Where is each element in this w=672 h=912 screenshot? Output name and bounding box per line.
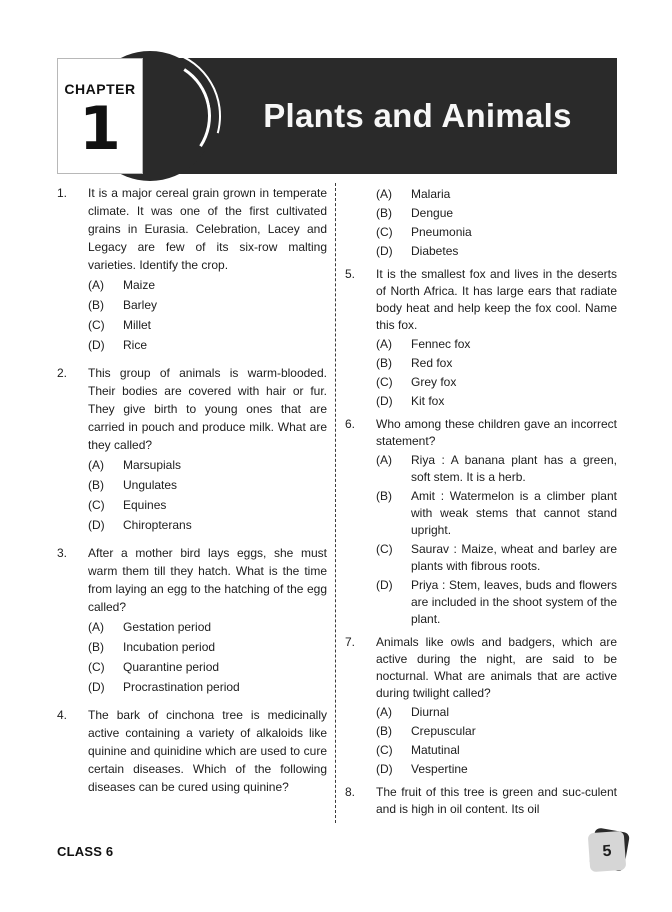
question-text: The bark of cinchona tree is medicinally active containing a variety of alkaloids like quinine and quinidine which are used to cure certain diseases. Which of the following diseases can be cured using quinine? (88, 708, 327, 794)
question-number: 3. (57, 546, 68, 560)
left-column (57, 184, 335, 808)
question-number: 2. (57, 366, 68, 380)
right-column (335, 184, 617, 826)
option-row (88, 618, 327, 636)
question-text: It is the smallest fox and lives in the deserts of North Africa. It has large ears that radiate body heat and help keep the fox cool. Name this fox. (376, 267, 617, 332)
question (57, 184, 327, 354)
option-row (88, 496, 327, 514)
option-letter: (D) (376, 394, 393, 408)
option-letter: (C) (376, 542, 393, 556)
option-row (376, 704, 617, 721)
column-divider (335, 183, 336, 823)
option-letter: (D) (88, 680, 105, 694)
class-label: CLASS 6 (57, 844, 114, 859)
question-area (57, 184, 617, 826)
chapter-number: 1 (79, 94, 121, 164)
question (345, 634, 617, 778)
question-body (88, 706, 327, 798)
option-row (376, 393, 617, 410)
option-letter: (A) (88, 278, 104, 292)
option-text: Pneumonia (411, 225, 472, 239)
option-letter: (C) (88, 318, 105, 332)
question-body (376, 184, 617, 260)
option-row (376, 336, 617, 353)
question-body (88, 544, 327, 696)
option-letter: (B) (376, 356, 392, 370)
option-row (376, 224, 617, 241)
option-row (376, 374, 617, 391)
question (57, 544, 327, 696)
page-number-badge (589, 829, 633, 875)
option-text: Vespertine (411, 762, 468, 776)
question (345, 416, 617, 628)
option-text: Equines (123, 498, 167, 512)
option-row (376, 205, 617, 222)
page-number: 5 (588, 831, 627, 872)
option-letter: (D) (88, 338, 105, 352)
option-letter: (D) (376, 578, 393, 592)
question-body (88, 364, 327, 534)
option-letter: (C) (88, 498, 105, 512)
option-text: Ungulates (123, 478, 178, 492)
option-text: Chiropterans (123, 518, 192, 532)
question-text: Animals like owls and badgers, which are active during the night, are said to be nocturnal. What are animals that are active during twilight called? (376, 635, 617, 700)
option-row (88, 638, 327, 656)
option-row (376, 577, 617, 628)
option-text: Maize (123, 278, 156, 292)
option-text: Incubation period (123, 640, 216, 654)
option-letter: (C) (376, 225, 393, 239)
option-text: Riya : A banana plant has a green, soft stem. It is a herb. (411, 453, 617, 484)
question-body (376, 266, 617, 410)
option-row (376, 186, 617, 203)
question-options-continued (345, 184, 617, 260)
question-number: 8. (345, 785, 356, 799)
option-text: Red fox (411, 356, 453, 370)
chapter-banner (57, 58, 617, 174)
option-text: Diabetes (411, 244, 459, 258)
question-text: It is a major cereal grain grown in temperate climate. It was one of the first cultivated grains in Eurasia. Celebration, Lacey and Legacy are few of its six-row malting varieties. Identify the crop. (88, 186, 327, 272)
option-text: Amit : Watermelon is a climber plant with weak stems that cannot stand upright. (411, 489, 617, 537)
option-row (376, 723, 617, 740)
option-row (88, 678, 327, 696)
option-letter: (C) (88, 660, 105, 674)
option-text: Dengue (411, 206, 454, 220)
option-row (376, 452, 617, 486)
option-row (376, 243, 617, 260)
option-letter: (B) (376, 206, 392, 220)
option-row (88, 456, 327, 474)
question-number (345, 184, 376, 260)
question-text: This group of animals is warm-blooded. Their bodies are covered with hair or fur. They give birth to young ones that are carried in pouch and produce milk. What are they called? (88, 366, 327, 452)
option-text: Kit fox (411, 394, 445, 408)
option-letter: (D) (376, 244, 393, 258)
option-text: Rice (123, 338, 148, 352)
option-text: Malaria (411, 187, 451, 201)
option-text: Marsupials (123, 458, 182, 472)
option-row (376, 742, 617, 759)
question-text: After a mother bird lays eggs, she must warm them till they hatch. What is the time from laying an egg to the hatching of the egg called? (88, 546, 327, 614)
question-body (88, 184, 327, 354)
option-text: Saurav : Maize, wheat and barley are plants with fibrous roots. (411, 542, 617, 573)
option-letter: (A) (88, 458, 104, 472)
question-number: 6. (345, 417, 356, 431)
option-text: Fennec fox (411, 337, 471, 351)
option-text: Barley (123, 298, 158, 312)
question-body (376, 416, 617, 628)
option-letter: (C) (376, 743, 393, 757)
option-letter: (A) (376, 705, 392, 719)
option-row (376, 355, 617, 372)
option-row (88, 516, 327, 534)
option-row (376, 541, 617, 575)
option-letter: (A) (376, 337, 392, 351)
question-number: 5. (345, 267, 356, 281)
question (345, 266, 617, 410)
option-row (88, 296, 327, 314)
option-letter: (D) (376, 762, 393, 776)
option-letter: (A) (376, 187, 392, 201)
question-text: Who among these children gave an incorrect statement? (376, 417, 617, 448)
question-number: 4. (57, 708, 68, 722)
option-text: Gestation period (123, 620, 212, 634)
option-row (88, 658, 327, 676)
question-number: 1. (57, 186, 68, 200)
option-text: Diurnal (411, 705, 450, 719)
question (57, 706, 327, 798)
option-text: Crepuscular (411, 724, 476, 738)
option-letter: (B) (376, 489, 392, 503)
option-text: Procrastination period (123, 680, 240, 694)
question (345, 784, 617, 820)
question-body (376, 634, 617, 778)
chapter-label: CHAPTER (64, 81, 136, 97)
option-text: Grey fox (411, 375, 457, 389)
question-number: 7. (345, 635, 356, 649)
option-row (88, 336, 327, 354)
chapter-box (57, 58, 143, 174)
option-text: Priya : Stem, leaves, buds and flowers are included in the shoot system of the plant. (411, 578, 617, 626)
option-letter: (A) (88, 620, 104, 634)
option-row (88, 476, 327, 494)
question-text: The fruit of this tree is green and suc-culent and is high in oil content. Its oil (376, 785, 617, 816)
option-text: Quarantine period (123, 660, 220, 674)
option-letter: (B) (88, 298, 104, 312)
option-row (88, 316, 327, 334)
option-row (88, 276, 327, 294)
option-letter: (B) (88, 478, 104, 492)
option-letter: (D) (88, 518, 105, 532)
option-row (376, 488, 617, 539)
option-letter: (B) (376, 724, 392, 738)
question-body (376, 784, 617, 820)
option-text: Millet (123, 318, 152, 332)
question (57, 364, 327, 534)
option-row (376, 761, 617, 778)
option-letter: (B) (88, 640, 104, 654)
page-title: Plants and Animals (263, 97, 572, 134)
option-text: Matutinal (411, 743, 460, 757)
option-letter: (A) (376, 453, 392, 467)
option-letter: (C) (376, 375, 393, 389)
